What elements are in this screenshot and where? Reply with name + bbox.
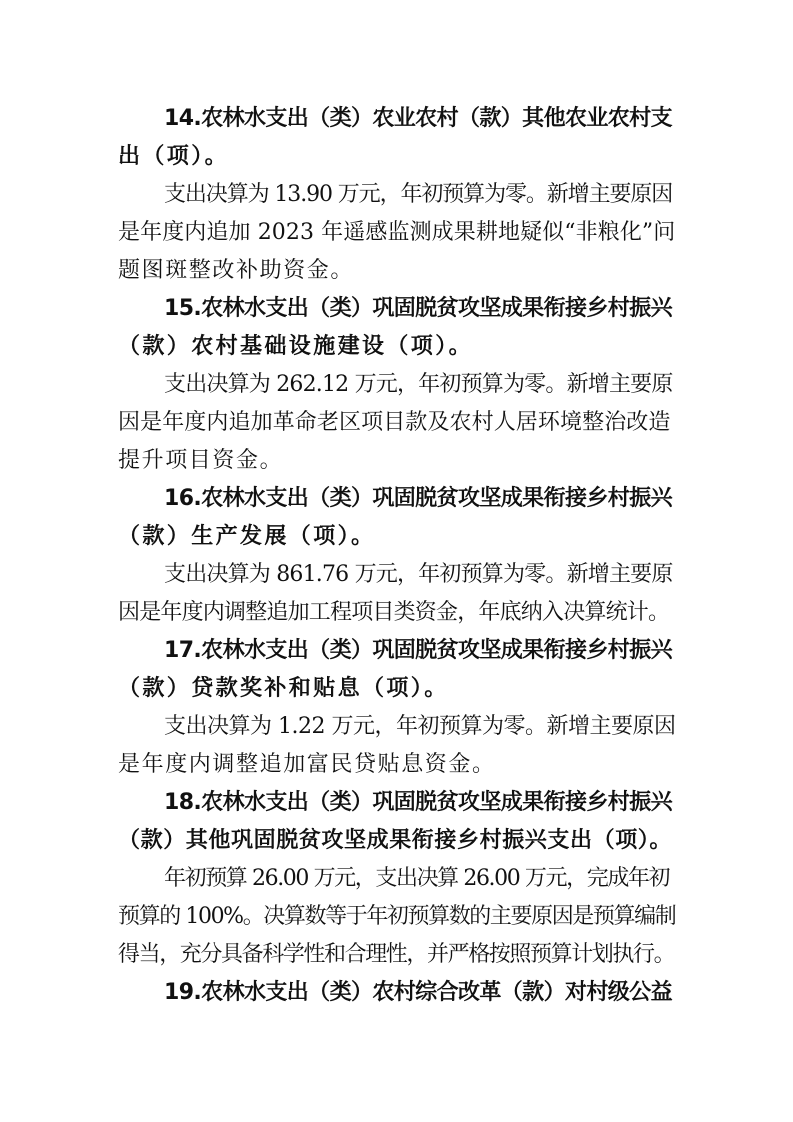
section-14-body-line-3: 题图斑整改补助资金。 [118,258,355,283]
section-16-body-line-2: 因是年度内调整追加工程项目类资金，年底纳入决算统计。 [118,600,670,625]
section-19-heading-line-1: 19.农林水支出（类）农村综合改革（款）对村级公益 [164,980,672,1005]
section-15-heading-line-2: （款）农村基础设施建设（项）。 [118,334,474,359]
section-17-body-line-1: 支出决算为 1.22 万元，年初预算为零。新增主要原因 [164,714,676,739]
section-15-body-line-3: 提升项目资金。 [118,448,284,473]
section-18-body-line-2: 预算的 100%。决算数等于年初预算数的主要原因是预算编制 [118,904,676,929]
section-15-body-line-2: 因是年度内追加革命老区项目款及农村人居环境整治改造 [118,410,671,435]
section-18-body-line-1: 年初预算 26.00 万元，支出决算 26.00 万元，完成年初 [164,866,670,891]
section-15-body-line-1: 支出决算为 262.12 万元，年初预算为零。新增主要原 [164,372,673,397]
section-17-body-line-2: 是年度内调整追加富民贷贴息资金。 [118,752,496,777]
section-14-heading-line-2: 出（项）。 [118,144,230,169]
section-14-heading-line-1: 14.农林水支出（类）农业农村（款）其他农业农村支 [164,106,672,131]
section-18-heading-line-2: （款）其他巩固脱贫攻坚成果衔接乡村振兴支出（项）。 [118,828,673,853]
section-18-body-line-3: 得当，充分具备科学性和合理性，并严格按照预算计划执行。 [118,942,675,967]
section-16-heading-line-1: 16.农林水支出（类）巩固脱贫攻坚成果衔接乡村振兴 [164,486,672,511]
section-14-body-line-2: 是年度内追加 2023 年遥感监测成果耕地疑似“非粮化”问 [118,220,676,245]
section-16-body-line-1: 支出决算为 861.76 万元，年初预算为零。新增主要原 [164,562,673,587]
section-18-heading-line-1: 18.农林水支出（类）巩固脱贫攻坚成果衔接乡村振兴 [164,790,672,815]
section-17-heading-line-2: （款）贷款奖补和贴息（项）。 [118,676,449,701]
section-15-heading-line-1: 15.农林水支出（类）巩固脱贫攻坚成果衔接乡村振兴 [164,296,672,321]
section-14-body-line-1: 支出决算为 13.90 万元，年初预算为零。新增主要原因 [164,182,673,207]
section-17-heading-line-1: 17.农林水支出（类）巩固脱贫攻坚成果衔接乡村振兴 [164,638,672,663]
section-16-heading-line-2: （款）生产发展（项）。 [118,524,376,549]
